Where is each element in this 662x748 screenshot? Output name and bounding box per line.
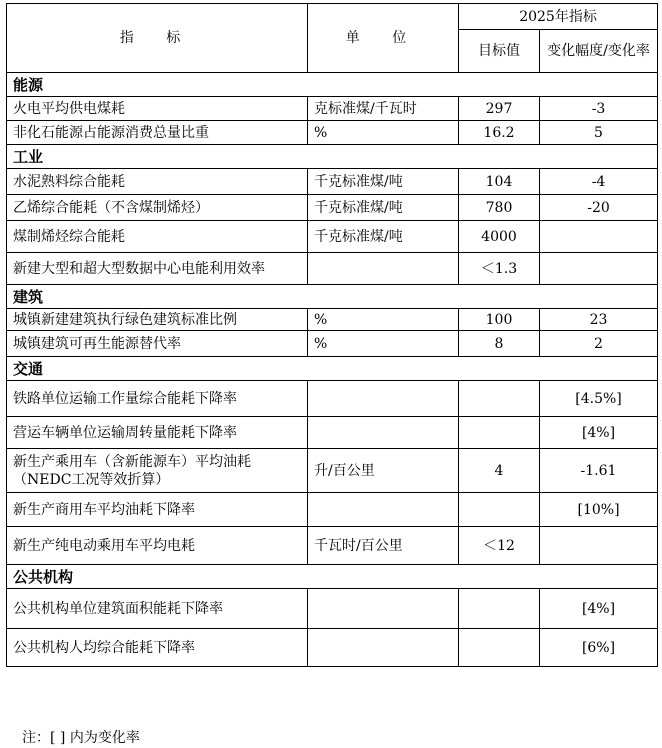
unit-cell: 千克标准煤/吨	[308, 221, 459, 253]
indicator-name-cell: 乙烯综合能耗（不含煤制烯烃）	[7, 195, 308, 221]
unit-cell	[308, 493, 459, 527]
table-row	[7, 589, 658, 629]
target-value-cell: 16.2	[459, 121, 540, 145]
target-value-cell: 8	[459, 331, 540, 357]
table-row	[7, 309, 658, 331]
indicator-name-cell: 水泥熟料综合能耗	[7, 169, 308, 195]
table-row	[7, 195, 658, 221]
category-row	[7, 285, 658, 309]
unit-cell: 千瓦时/百公里	[308, 527, 459, 565]
table-row	[7, 331, 658, 357]
header-target-value: 目标值	[459, 30, 540, 73]
indicator-name-cell: 火电平均供电煤耗	[7, 97, 308, 121]
unit-cell: 升/百公里	[308, 449, 459, 493]
target-value-cell: 104	[459, 169, 540, 195]
unit-cell: 千克标准煤/吨	[308, 195, 459, 221]
target-value-cell	[459, 589, 540, 629]
header-unit: 单 位	[308, 4, 459, 73]
change-cell: 23	[540, 309, 658, 331]
target-value-cell: ＜12	[459, 527, 540, 565]
unit-cell: 克标准煤/千瓦时	[308, 97, 459, 121]
unit-cell	[308, 253, 459, 285]
change-cell: 2	[540, 331, 658, 357]
category-row	[7, 357, 658, 381]
target-value-cell: 100	[459, 309, 540, 331]
change-cell	[540, 253, 658, 285]
change-cell: -3	[540, 97, 658, 121]
table-row	[7, 381, 658, 417]
table-row	[7, 97, 658, 121]
category-label: 工业	[7, 145, 658, 169]
change-cell	[540, 527, 658, 565]
change-cell: [10%]	[540, 493, 658, 527]
indicator-name-cell: 公共机构单位建筑面积能耗下降率	[7, 589, 308, 629]
category-label: 交通	[7, 357, 658, 381]
change-cell: [4%]	[540, 417, 658, 449]
header-indicator: 指 标	[7, 4, 308, 73]
unit-cell	[308, 381, 459, 417]
change-cell: -1.61	[540, 449, 658, 493]
table-row	[7, 121, 658, 145]
category-row	[7, 565, 658, 589]
indicator-name-cell: 营运车辆单位运输周转量能耗下降率	[7, 417, 308, 449]
change-cell: [4%]	[540, 589, 658, 629]
change-cell: 5	[540, 121, 658, 145]
target-value-cell: 4000	[459, 221, 540, 253]
indicator-name-cell: 非化石能源占能源消费总量比重	[7, 121, 308, 145]
unit-cell: %	[308, 331, 459, 357]
indicator-name-cell: 城镇新建建筑执行绿色建筑标准比例	[7, 309, 308, 331]
unit-cell	[308, 589, 459, 629]
indicator-name-cell: 煤制烯烃综合能耗	[7, 221, 308, 253]
category-label: 公共机构	[7, 565, 658, 589]
unit-cell	[308, 417, 459, 449]
target-value-cell: 297	[459, 97, 540, 121]
header-change: 变化幅度/变化率	[540, 30, 658, 73]
indicator-name-cell: 新生产乘用车（含新能源车）平均油耗（NEDC工况等效折算）	[7, 449, 308, 493]
target-value-cell: ＜1.3	[459, 253, 540, 285]
indicator-table	[6, 3, 658, 667]
category-row	[7, 145, 658, 169]
table-row	[7, 417, 658, 449]
change-cell: -4	[540, 169, 658, 195]
unit-cell: %	[308, 121, 459, 145]
indicator-name-cell: 铁路单位运输工作量综合能耗下降率	[7, 381, 308, 417]
category-label: 能源	[7, 73, 658, 97]
indicator-name-cell: 新生产纯电动乘用车平均电耗	[7, 527, 308, 565]
change-cell	[540, 221, 658, 253]
unit-cell: %	[308, 309, 459, 331]
target-value-cell	[459, 417, 540, 449]
category-row	[7, 73, 658, 97]
table-row	[7, 527, 658, 565]
target-value-cell: 780	[459, 195, 540, 221]
table-row	[7, 221, 658, 253]
indicator-name-cell: 新生产商用车平均油耗下降率	[7, 493, 308, 527]
indicator-name-cell: 新建大型和超大型数据中心电能利用效率	[7, 253, 308, 285]
unit-cell	[308, 629, 459, 667]
change-cell: [6%]	[540, 629, 658, 667]
indicator-name-cell: 城镇建筑可再生能源替代率	[7, 331, 308, 357]
table-body	[7, 73, 658, 667]
table-row	[7, 253, 658, 285]
target-value-cell	[459, 381, 540, 417]
table-row	[7, 629, 658, 667]
indicator-name-cell: 公共机构人均综合能耗下降率	[7, 629, 308, 667]
category-label: 建筑	[7, 285, 658, 309]
change-cell: -20	[540, 195, 658, 221]
unit-cell: 千克标准煤/吨	[308, 169, 459, 195]
header-target-group: 2025年指标	[459, 4, 658, 30]
table-row	[7, 493, 658, 527]
change-cell: [4.5%]	[540, 381, 658, 417]
footnote: 注：[ ] 内为变化率	[22, 730, 140, 746]
table-row	[7, 449, 658, 493]
table-row	[7, 169, 658, 195]
target-value-cell	[459, 493, 540, 527]
target-value-cell: 4	[459, 449, 540, 493]
target-value-cell	[459, 629, 540, 667]
